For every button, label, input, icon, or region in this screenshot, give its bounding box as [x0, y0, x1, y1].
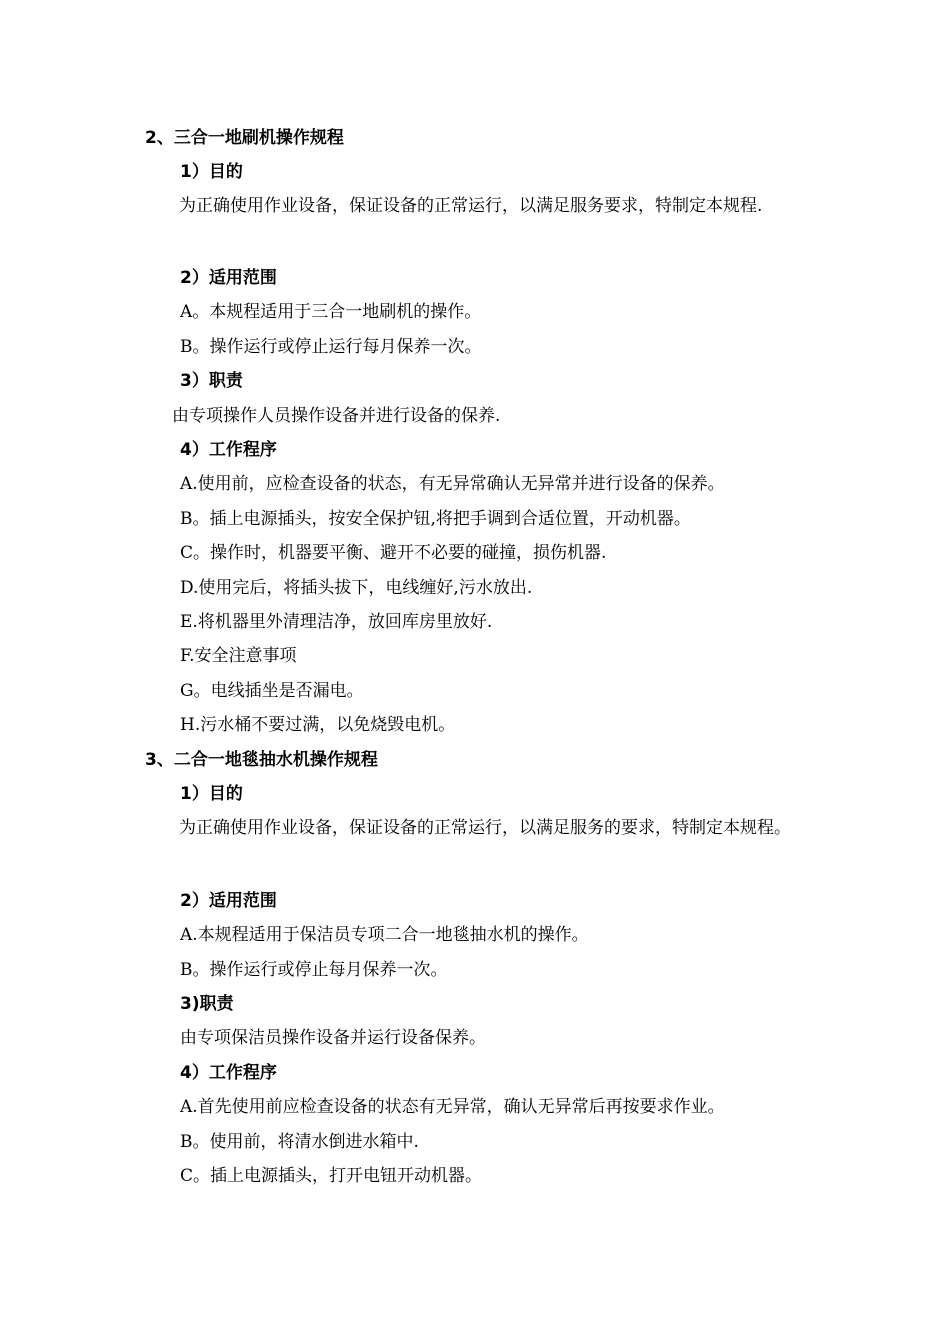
section-3-heading: 3、二合一地毯抽水机操作规程	[145, 750, 378, 770]
section-3-purpose-title: 1）目的	[180, 784, 243, 804]
section-2-procedure-item: A.使用前，应检查设备的状态，有无异常确认无异常并进行设备的保养。	[180, 474, 725, 494]
section-2-heading: 2、三合一地刷机操作规程	[145, 128, 344, 148]
section-3-procedure-item: C。插上电源插头，打开电钮开动机器。	[180, 1166, 483, 1186]
section-3-procedure-item: A.首先使用前应检查设备的状态有无异常，确认无异常后再按要求作业。	[180, 1097, 725, 1117]
section-3-scope-a: A.本规程适用于保洁员专项二合一地毯抽水机的操作。	[180, 925, 589, 945]
section-2-procedure-item: E.将机器里外清理洁净，放回库房里放好.	[180, 612, 493, 632]
section-3-scope-b: B。操作运行或停止每月保养一次。	[180, 960, 448, 980]
section-2-scope-title: 2）适用范围	[180, 268, 277, 288]
section-2-procedure-item: B。插上电源插头，按安全保护钮,将把手调到合适位置，开动机器。	[180, 509, 691, 529]
section-2-procedure-item: H.污水桶不要过满，以免烧毁电机。	[180, 715, 456, 735]
section-2-scope-a: A。本规程适用于三合一地刷机的操作。	[180, 302, 482, 322]
section-2-procedure-item: D.使用完后，将插头拔下，电线缠好,污水放出.	[180, 578, 533, 598]
section-2-procedure-title: 4）工作程序	[180, 440, 277, 460]
section-2-procedure-item: F.安全注意事项	[180, 646, 297, 666]
section-3-duty-text: 由专项保洁员操作设备并运行设备保养。	[180, 1028, 486, 1048]
section-3-procedure-item: B。使用前，将清水倒进水箱中.	[180, 1132, 419, 1152]
section-2-procedure-item: C。操作时，机器要平衡、避开不必要的碰撞，损伤机器.	[180, 543, 607, 563]
section-2-purpose-title: 1）目的	[180, 162, 243, 182]
section-2-purpose-text: 为正确使用作业设备，保证设备的正常运行，以满足服务要求，特制定本规程.	[179, 196, 763, 216]
section-3-procedure-title: 4）工作程序	[180, 1063, 277, 1083]
section-3-duty-title: 3)职责	[180, 994, 234, 1014]
section-2-scope-b: B。操作运行或停止运行每月保养一次。	[180, 337, 482, 357]
section-3-purpose-text: 为正确使用作业设备，保证设备的正常运行，以满足服务的要求，特制定本规程。	[179, 818, 791, 838]
section-3-scope-title: 2）适用范围	[180, 891, 277, 911]
section-2-duty-text: 由专项操作人员操作设备并进行设备的保养.	[172, 406, 501, 426]
section-2-duty-title: 3）职责	[180, 371, 243, 391]
section-2-procedure-item: G。电线插坐是否漏电。	[180, 681, 364, 701]
